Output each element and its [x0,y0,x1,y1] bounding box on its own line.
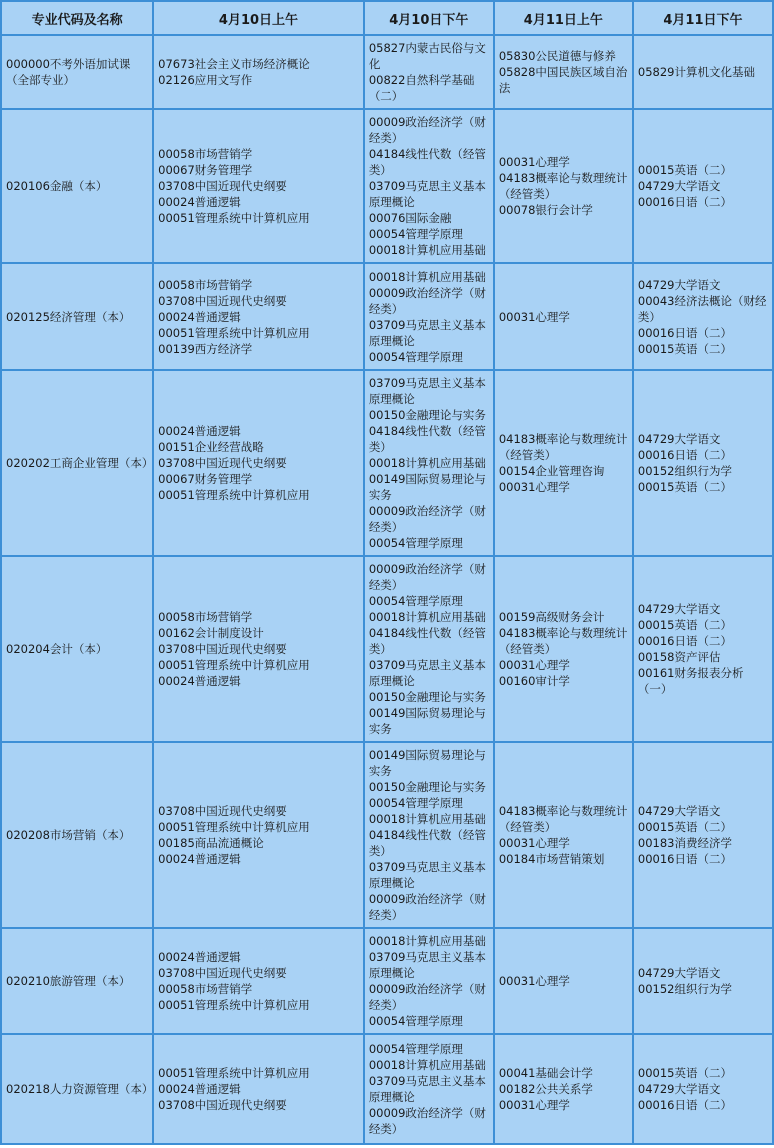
course-entry: 04184线性代数（经管类） [368,828,486,858]
course-entry: 00054管理学原理 [368,1042,463,1056]
course-entry: 00018计算机应用基础 [368,456,486,470]
course-entry: 00054管理学原理 [368,1014,463,1028]
apr11-pm-cell [634,264,772,369]
course-entry: 00031心理学 [498,836,570,850]
header-apr10-pm: 4月10日下午 [365,2,493,34]
course-entry: 00031心理学 [498,658,570,672]
course-entry: 00150金融理论与实务 [368,408,486,422]
major-cell [2,743,152,927]
course-entry: 00058市场营销学 [158,277,253,292]
apr11-am-cell [495,557,632,741]
course-entry: 00009政治经济学（财经类） [368,285,486,316]
course-entry: 04184线性代数（经管类） [368,147,486,177]
course-entry: 00024普通逻辑 [158,195,241,209]
course-entry: 00009政治经济学（财经类） [368,562,486,592]
course-entry: 00024普通逻辑 [158,674,241,688]
course-entry: 00016日语（二） [637,852,732,866]
major-name: 020204会计（本） [6,642,108,656]
course-entry: 00009政治经济学（财经类） [368,982,486,1012]
course-entry: 00154企业管理咨询 [498,464,605,478]
apr11-am-cell [495,264,632,369]
major-name: 020218人力资源管理（本） [6,1082,154,1096]
table-row [2,743,772,927]
course-entry: 00016日语（二） [637,448,732,462]
apr11-pm-cell [634,36,772,108]
course-entry: 00150金融理论与实务 [368,690,486,704]
course-entry: 00018计算机应用基础 [368,1058,486,1072]
course-entry: 00018计算机应用基础 [368,243,486,257]
course-entry: 03708中国近现代史纲要 [158,804,287,818]
course-entry: 00152组织行为学 [637,464,732,478]
course-entry: 04729大学语文 [637,1082,721,1096]
course-entry: 03709马克思主义基本原理概论 [368,950,486,980]
course-entry: 00160审计学 [498,674,570,688]
course-entry: 00024普通逻辑 [158,309,241,324]
major-cell [2,110,152,262]
apr10-pm-cell [365,36,493,108]
course-entry: 00054管理学原理 [368,796,463,810]
header-apr11-pm: 4月11日下午 [634,2,772,34]
course-entry: 00183消费经济学 [637,836,732,850]
course-entry: 04184线性代数（经管类） [368,626,486,656]
course-entry: 00016日语（二） [637,195,732,209]
course-entry: 05828中国民族区域自治法 [498,65,628,95]
course-entry: 00078银行会计学 [498,203,593,217]
course-entry: 00031心理学 [498,155,570,169]
major-cell [2,929,152,1033]
course-entry: 00051管理系统中计算机应用 [158,1066,310,1080]
course-entry: 00149国际贸易理论与实务 [368,706,486,736]
course-entry: 00058市场营销学 [158,982,253,996]
course-entry: 00018计算机应用基础 [368,934,486,948]
course-entry: 00009政治经济学（财经类） [368,892,486,922]
course-entry: 00009政治经济学（财经类） [368,115,486,145]
course-entry: 03709马克思主义基本原理概论 [368,179,486,209]
apr11-am-cell [495,743,632,927]
apr11-pm-cell [634,371,772,555]
major-name: 020208市场营销（本） [6,828,131,842]
course-entry: 04729大学语文 [637,277,721,292]
course-entry: 04729大学语文 [637,179,721,193]
course-entry: 03708中国近现代史纲要 [158,642,287,656]
course-entry: 00031心理学 [498,974,570,988]
course-entry: 03708中国近现代史纲要 [158,293,287,308]
apr10-pm-cell [365,264,493,369]
major-cell [2,36,152,108]
course-entry: 03708中国近现代史纲要 [158,456,287,470]
course-entry: 07673社会主义市场经济概论 [158,57,310,71]
course-entry: 04729大学语文 [637,602,721,616]
course-entry: 00018计算机应用基础 [368,610,486,624]
apr10-am-cell [154,1035,363,1143]
course-entry: 00058市场营销学 [158,610,253,624]
course-entry: 00016日语（二） [637,634,732,648]
major-name: 000000不考外语加试课 [6,57,131,71]
course-entry: 00161财务报表分析（一） [637,666,744,696]
apr10-am-cell [154,264,363,369]
course-entry: 00051管理系统中计算机应用 [158,998,310,1012]
course-entry: 04183概率论与数理统计（经管类） [498,804,628,834]
course-entry: 00058市场营销学 [158,147,253,161]
apr11-pm-cell [634,929,772,1033]
course-entry: 00822自然科学基础（二） [368,73,475,103]
course-entry: 00031心理学 [498,480,570,494]
course-entry: 00031心理学 [498,309,570,324]
major-name: 020125经济管理（本） [6,309,131,324]
apr11-pm-cell [634,1035,772,1143]
course-entry: 04184线性代数（经管类） [368,424,486,454]
course-entry: 00031心理学 [498,1098,570,1112]
course-entry: 00162会计制度设计 [158,626,264,640]
apr10-am-cell [154,110,363,262]
table-row [2,929,772,1033]
course-entry: 04183概率论与数理统计（经管类） [498,432,628,462]
apr11-pm-cell [634,110,772,262]
course-entry: 05827内蒙古民俗与文化 [368,41,486,71]
course-entry: 00051管理系统中计算机应用 [158,211,310,225]
major-cell [2,371,152,555]
major-name: 020106金融（本） [6,179,108,193]
course-entry: 00139西方经济学 [158,341,253,356]
course-entry: 03708中国近现代史纲要 [158,179,287,193]
course-entry: 00015英语（二） [637,163,732,177]
course-entry: 00016日语（二） [637,325,732,340]
course-entry: 00024普通逻辑 [158,424,241,438]
course-entry: 00054管理学原理 [368,536,463,550]
apr10-pm-cell [365,1035,493,1143]
course-entry: 00151企业经营战略 [158,440,264,454]
course-entry: 03709马克思主义基本原理概论 [368,376,486,406]
apr11-am-cell [495,110,632,262]
apr10-am-cell [154,36,363,108]
course-entry: 04183概率论与数理统计（经管类） [498,171,628,201]
apr10-pm-cell [365,557,493,741]
course-entry: 00149国际贸易理论与实务 [368,472,486,502]
header-apr11-am: 4月11日上午 [495,2,632,34]
course-entry: 03709马克思主义基本原理概论 [368,658,486,688]
course-entry: 00076国际金融 [368,211,452,225]
course-entry: 03708中国近现代史纲要 [158,1098,287,1112]
course-entry: 05829计算机文化基础 [637,65,755,79]
course-entry: 00016日语（二） [637,1098,732,1112]
major-name: 020202工商企业管理（本） [6,456,154,470]
course-entry: 00159高级财务会计 [498,610,605,624]
apr10-am-cell [154,929,363,1033]
course-entry: 00067财务管理学 [158,472,253,486]
apr11-pm-cell [634,557,772,741]
course-entry: 00149国际贸易理论与实务 [368,748,486,778]
course-entry: 00015英语（二） [637,341,732,356]
course-entry: 00054管理学原理 [368,227,463,241]
apr11-pm-cell [634,743,772,927]
course-entry: 00018计算机应用基础 [368,269,486,284]
course-entry: 00054管理学原理 [368,594,463,608]
course-entry: 00051管理系统中计算机应用 [158,488,310,502]
table-row [2,371,772,555]
apr10-am-cell [154,743,363,927]
apr10-pm-cell [365,743,493,927]
header-major: 专业代码及名称 [2,2,152,34]
header-row [2,2,772,34]
course-entry: 00051管理系统中计算机应用 [158,325,310,340]
course-entry: 03708中国近现代史纲要 [158,966,287,980]
course-entry: 05830公民道德与修养 [498,49,616,63]
course-entry: 00054管理学原理 [368,349,463,364]
apr11-am-cell [495,371,632,555]
apr10-am-cell [154,557,363,741]
apr11-am-cell [495,1035,632,1143]
course-entry: 00150金融理论与实务 [368,780,486,794]
apr10-pm-cell [365,110,493,262]
table-row [2,1035,772,1143]
apr10-am-cell [154,371,363,555]
table-row [2,36,772,108]
course-entry: 00015英语（二） [637,618,732,632]
apr11-am-cell [495,929,632,1033]
table-row [2,557,772,741]
table-row [2,264,772,369]
major-name: （全部专业） [6,73,75,87]
course-entry: 00182公共关系学 [498,1082,593,1096]
major-cell [2,1035,152,1143]
course-entry: 00041基础会计学 [498,1066,593,1080]
course-entry: 00018计算机应用基础 [368,812,486,826]
course-entry: 03709马克思主义基本原理概论 [368,317,486,348]
course-entry: 03709马克思主义基本原理概论 [368,860,486,890]
table-row [2,110,772,262]
course-entry: 00051管理系统中计算机应用 [158,658,310,672]
course-entry: 00043经济法概论（财经类） [637,293,767,324]
course-entry: 00051管理系统中计算机应用 [158,820,310,834]
course-entry: 00015英语（二） [637,820,732,834]
course-entry: 00009政治经济学（财经类） [368,504,486,534]
course-entry: 03709马克思主义基本原理概论 [368,1074,486,1104]
course-entry: 04729大学语文 [637,432,721,446]
course-entry: 04729大学语文 [637,966,721,980]
course-entry: 04183概率论与数理统计（经管类） [498,626,628,656]
course-entry: 00024普通逻辑 [158,1082,241,1096]
course-entry: 00067财务管理学 [158,163,253,177]
course-entry: 00024普通逻辑 [158,950,241,964]
course-entry: 00158资产评估 [637,650,721,664]
course-entry: 04729大学语文 [637,804,721,818]
major-name: 020210旅游管理（本） [6,974,131,988]
major-cell [2,557,152,741]
header-apr10-am: 4月10日上午 [154,2,363,34]
course-entry: 00184市场营销策划 [498,852,605,866]
apr10-pm-cell [365,371,493,555]
course-entry: 00015英语（二） [637,480,732,494]
apr11-am-cell [495,36,632,108]
major-cell [2,264,152,369]
course-entry: 00185商品流通概论 [158,836,264,850]
course-entry: 00152组织行为学 [637,982,732,996]
course-entry: 02126应用文写作 [158,73,253,87]
course-entry: 00024普通逻辑 [158,852,241,866]
apr10-pm-cell [365,929,493,1033]
course-entry: 00009政治经济学（财经类） [368,1106,486,1136]
course-entry: 00015英语（二） [637,1066,732,1080]
